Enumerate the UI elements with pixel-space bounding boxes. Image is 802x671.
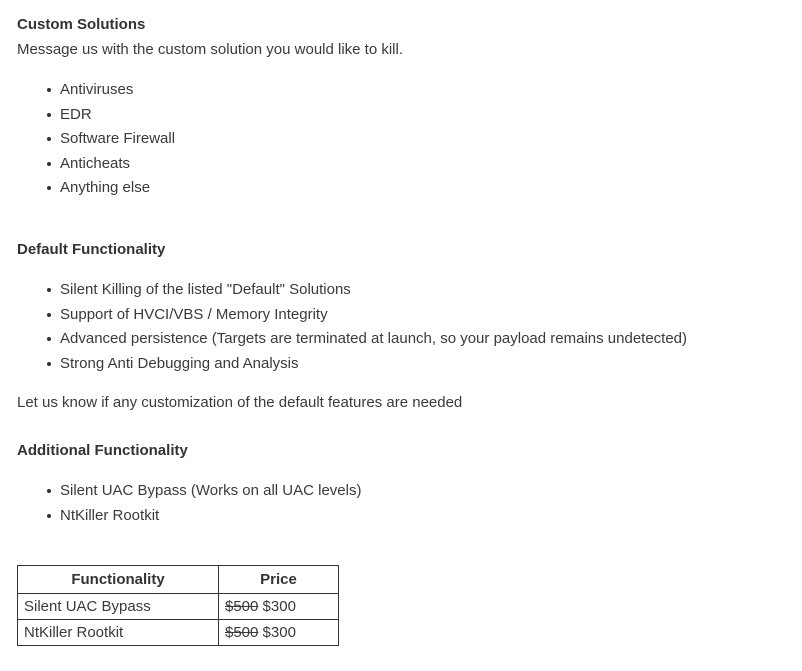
functionality-cell: NtKiller Rootkit	[18, 620, 219, 646]
list-item: Silent Killing of the listed "Default" Solutions	[60, 280, 687, 305]
table-row	[18, 620, 339, 646]
list-item: Anything else	[60, 178, 175, 203]
list-item: Silent UAC Bypass (Works on all UAC levels)	[60, 481, 361, 506]
list-item: Advanced persistence (Targets are terminated at launch, so your payload remains undetected)	[60, 329, 687, 354]
price-cell	[219, 620, 339, 646]
price-cell	[219, 594, 339, 620]
additional-functionality-heading: Additional Functionality	[17, 442, 188, 459]
additional-functionality-list	[17, 481, 361, 530]
default-functionality-heading: Default Functionality	[17, 241, 166, 258]
list-item: Strong Anti Debugging and Analysis	[60, 354, 687, 379]
functionality-column-header: Functionality	[18, 566, 219, 594]
list-item: EDR	[60, 105, 175, 130]
custom-solutions-description: Message us with the custom solution you would like to kill.	[17, 41, 404, 58]
old-price: $500	[225, 623, 259, 641]
new-price: $300	[262, 623, 296, 641]
default-functionality-list	[17, 280, 687, 378]
custom-solutions-heading: Custom Solutions	[17, 16, 146, 33]
custom-solutions-list	[17, 80, 175, 203]
list-item: Anticheats	[60, 154, 175, 179]
list-item: NtKiller Rootkit	[60, 506, 361, 531]
list-item: Software Firewall	[60, 129, 175, 154]
table-header-row	[18, 566, 339, 594]
new-price: $300	[262, 597, 296, 615]
list-item: Antiviruses	[60, 80, 175, 105]
functionality-cell: Silent UAC Bypass	[18, 594, 219, 620]
list-item: Support of HVCI/VBS / Memory Integrity	[60, 305, 687, 330]
table-row	[18, 594, 339, 620]
price-column-header: Price	[219, 566, 339, 594]
old-price: $500	[225, 597, 259, 615]
price-table	[17, 565, 339, 646]
customization-note: Let us know if any customization of the default features are needed	[17, 394, 463, 411]
